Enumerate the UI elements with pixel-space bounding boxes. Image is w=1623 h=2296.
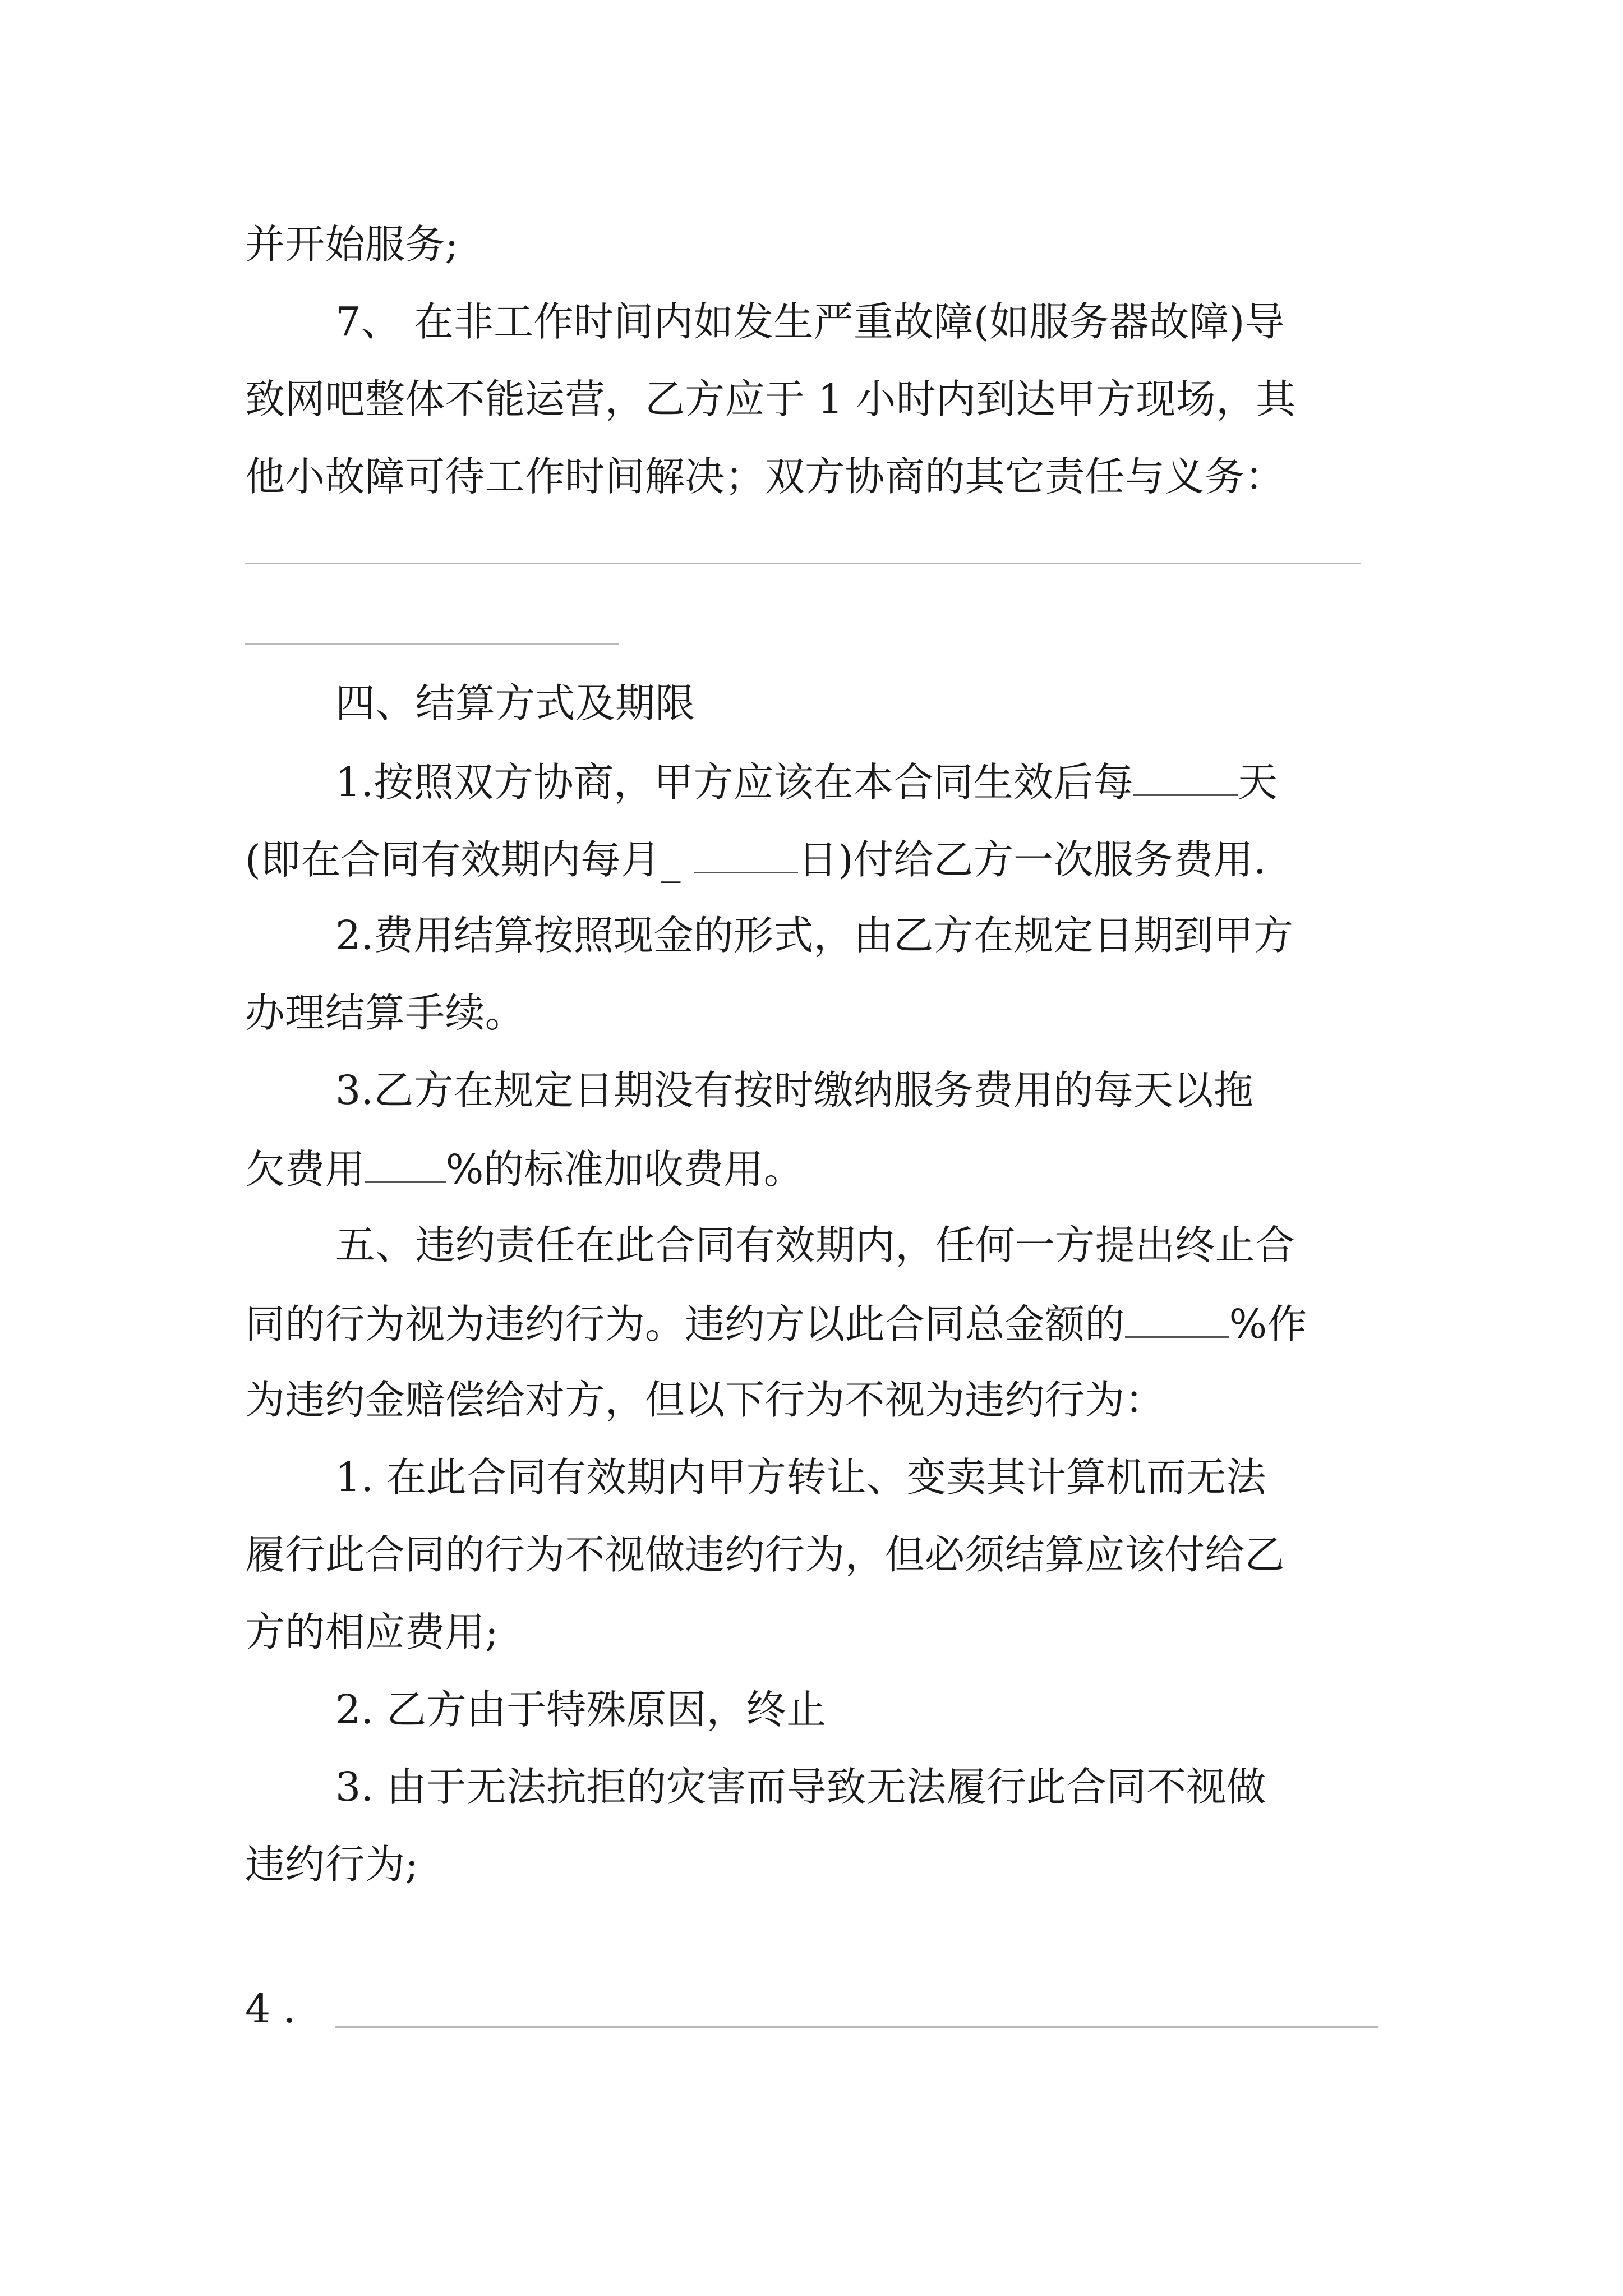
text-line: 方的相应费用; xyxy=(245,1609,499,1655)
text-line: 1. 在此合同有效期内甲方转让、变卖其计算机而无法 xyxy=(335,1454,1266,1501)
text-segment: 同的行为视为违约行为。违约方以此合同总金额的 xyxy=(245,1301,1125,1347)
text-line: 3.乙方在规定日期没有按时缴纳服务费用的每天以拖 xyxy=(335,1067,1253,1114)
blank-fill-line xyxy=(245,563,1361,564)
text-line: 2. 乙方由于特殊原因，终止 xyxy=(335,1686,827,1733)
text-line: 7、 在非工作时间内如发生严重故障(如服务器故障)导 xyxy=(335,298,1285,345)
text-line xyxy=(245,1301,1307,1347)
text-line: 致网吧整体不能运营，乙方应于 1 小时内到达甲方现场，其 xyxy=(245,376,1296,422)
blank-underline xyxy=(365,1148,446,1183)
blank-fill-line xyxy=(335,2026,1378,2028)
text-segment: 欠费用 xyxy=(245,1146,365,1193)
text-line: 他小故障可待工作时间解决；双方协商的其它责任与义务： xyxy=(245,453,1285,500)
text-line: 办理结算手续。 xyxy=(245,990,525,1036)
text-segment: 1.按照双方协商，甲方应该在本合同生效后每 xyxy=(335,759,1134,806)
blank-fill-line xyxy=(245,643,619,645)
blank-underline xyxy=(1133,761,1238,796)
text-segment: 天 xyxy=(1238,759,1278,806)
text-line: 并开始服务; xyxy=(245,221,459,268)
text-line: 违约行为; xyxy=(245,1841,419,1888)
text-line: 3. 由于无法抗拒的灾害而导致无法履行此合同不视做 xyxy=(335,1764,1266,1810)
text-segment: %作 xyxy=(1229,1301,1307,1347)
text-line: 为违约金赔偿给对方，但以下行为不视为违约行为： xyxy=(245,1377,1165,1423)
text-line xyxy=(335,759,1278,806)
text-segment: 日)付给乙方一次服务费用. xyxy=(797,836,1266,883)
text-line xyxy=(245,836,1266,883)
text-line: 4 . xyxy=(245,1985,296,2032)
blank-underline xyxy=(1125,1303,1229,1338)
blank-underline xyxy=(694,838,798,873)
text-line: 2.费用结算按照现金的形式，由乙方在规定日期到甲方 xyxy=(335,912,1294,959)
section-heading: 四、结算方式及期限 xyxy=(335,680,695,726)
text-line xyxy=(245,1146,804,1193)
text-segment: (即在合同有效期内每月_ xyxy=(245,836,694,883)
text-line: 履行此合同的行为不视做违约行为，但必须结算应该付给乙 xyxy=(245,1531,1285,1578)
text-line: 五、违约责任在此合同有效期内，任何一方提出终止合 xyxy=(335,1222,1295,1268)
text-segment: %的标准加收费用。 xyxy=(445,1146,804,1193)
